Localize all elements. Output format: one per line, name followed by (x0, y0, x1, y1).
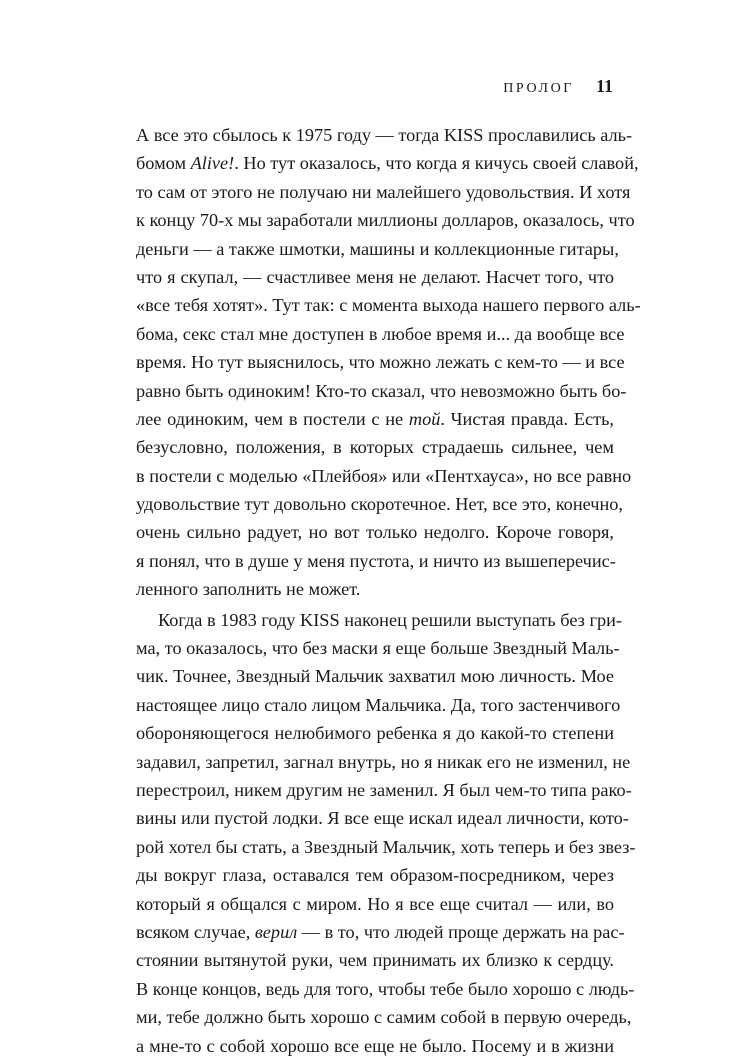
text-line: безусловно, положения, в которых страдаешь сильнее, чем (136, 437, 614, 458)
text-line: к концу 70-х мы заработали миллионы долларов, оказалось, что (136, 210, 635, 231)
text-line: ды вокруг глаза, оставался тем образом-посредником, через (136, 865, 614, 886)
text-line: равно быть одиноким! Кто-то сказал, что невозможно быть бо- (136, 380, 627, 401)
text-line: а мне-то с собой хорошо все еще не было. Посему и в жизни (136, 1035, 614, 1056)
text-line: чик. Точнее, Звездный Мальчик захватил мою личность. Мое (136, 666, 614, 687)
section-title: ПРОЛОГ (503, 81, 574, 96)
text-line: ми, тебе должно быть хорошо с самим собой в первую очередь, (136, 1007, 632, 1028)
text-line: рой хотел бы стать, а Звездный Мальчик, хоть теперь и без звез- (136, 836, 636, 857)
text-line: который я общался с миром. Но я все еще считал — или, во (136, 893, 614, 914)
text-line: то сам от этого не получаю ни малейшего удовольствия. И хотя (136, 181, 631, 202)
text-line: Когда в 1983 году KISS наконец решили выступать без гри- (158, 609, 622, 630)
text-line: В конце концов, ведь для того, чтобы тебе было хорошо с людь- (136, 978, 635, 999)
page-body (136, 121, 641, 1060)
text-line: что я скупал, — счастливее меня не делают. Насчет того, что (136, 266, 614, 287)
paragraph (136, 121, 641, 604)
text-line: в постели с моделью «Плейбоя» или «Пентхауса», но все равно (136, 465, 632, 486)
text-line: А все это сбылось к 1975 году — тогда KISS прославились аль- (136, 125, 633, 145)
running-header (503, 76, 613, 97)
text-line: стоянии вытянутой руки, чем принимать их близко к сердцу. (136, 950, 614, 971)
text-line: всяком случае, верил — в то, что людей проще держать на рас- (136, 921, 625, 942)
text-line: удовольствие тут довольно скоротечное. Нет, все это, конечно, (136, 494, 623, 515)
text-line: лее одиноким, чем в постели с не той. Чистая правда. Есть, (136, 408, 614, 429)
text-line: время. Но тут выяснилось, что можно лежать с кем-то — и все (136, 352, 625, 373)
text-line: ма, то оказалось, что без маски я еще больше Звездный Маль- (136, 638, 620, 659)
text-line: очень сильно радует, но вот только недолго. Короче говоря, (136, 522, 614, 543)
text-line: деньги — а также шмотки, машины и коллекционные гитары, (136, 238, 619, 259)
paragraph (136, 606, 636, 1060)
emphasis: той (408, 408, 441, 429)
text-line: настоящее лицо стало лицом Мальчика. Да, того застенчивого (136, 694, 621, 715)
text-line: «все тебя хотят». Тут так: с момента выхода нашего первого аль- (136, 295, 641, 316)
text-line: бома, секс стал мне доступен в любое время и... да вообще все (136, 323, 625, 344)
text-line: перестроил, никем другим не заменил. Я был чем-то типа рако- (136, 779, 632, 800)
text-line: ленного заполнить не может. (136, 579, 361, 600)
text-line: вины или пустой лодки. Я все еще искал идеал личности, кото- (136, 808, 629, 829)
text-line: бомом Alive!. Но тут оказалось, что когда я кичусь своей славой, (136, 153, 639, 174)
emphasis: верил (254, 921, 298, 942)
page-number: 11 (595, 76, 613, 96)
text-line: я понял, что в душе у меня пустота, и ничто из вышеперечис- (136, 550, 616, 571)
album-title: Alive! (190, 153, 235, 174)
text-line: обороняющегося нелюбимого ребенка я до какой-то степени (136, 723, 614, 744)
text-line: задавил, запретил, загнал внутрь, но я никак его не изменил, не (136, 751, 631, 772)
